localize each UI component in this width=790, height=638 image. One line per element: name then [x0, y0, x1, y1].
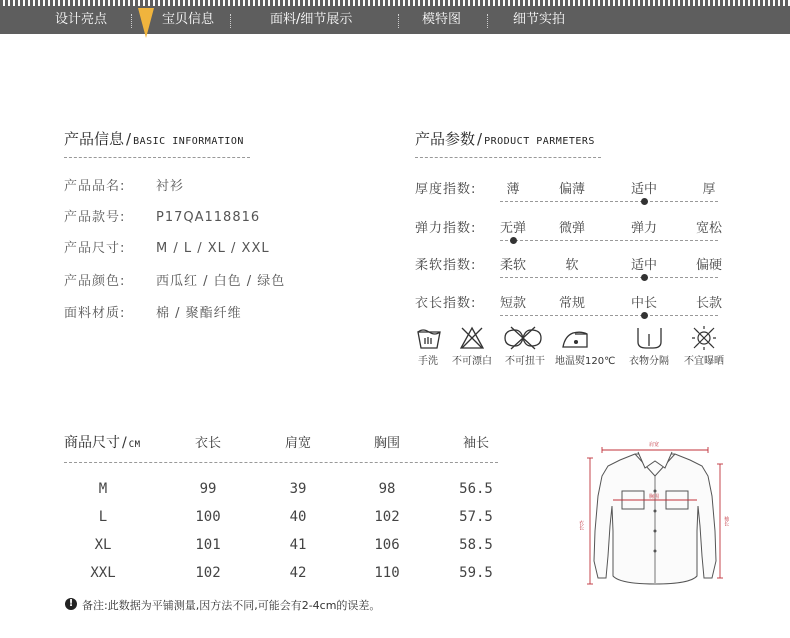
info-value: 棉 / 聚酯纤维	[156, 306, 242, 321]
info-row-material	[64, 302, 242, 321]
size-table-cell: 56.5	[459, 481, 493, 497]
param-scale-track	[500, 201, 718, 202]
param-option: 微弹	[558, 221, 585, 236]
hand-wash-icon	[418, 330, 440, 348]
nav-item-product-info[interactable]: 宝贝信息	[162, 12, 215, 27]
size-table-cell: 57.5	[459, 509, 493, 525]
diagram-label-chest: 胸围	[649, 494, 660, 500]
param-option: 柔软	[499, 258, 526, 273]
size-col-header-sleeve: 袖长	[462, 436, 489, 451]
nav-separator	[230, 14, 231, 28]
nav-item-design-highlights[interactable]: 设计亮点	[55, 12, 108, 27]
param-option: 弹力	[630, 221, 657, 236]
param-label: 弹力指数:	[415, 221, 477, 236]
param-label: 衣长指数:	[415, 296, 477, 311]
size-table-heading: 商品尺寸 / CM	[64, 435, 141, 451]
nav-item-fabric-details[interactable]: 面料/细节展示	[270, 12, 353, 27]
size-table-divider	[64, 462, 498, 463]
params-heading: 产品参数 / PRODUCT PARMETERS	[415, 130, 595, 148]
size-table-cell: 99	[199, 481, 217, 497]
nav-item-detail-photos[interactable]: 细节实拍	[513, 12, 566, 27]
no-sun-dry-icon	[692, 326, 716, 350]
param-scale-track	[500, 315, 718, 316]
param-option: 适中	[630, 182, 657, 197]
param-scale-track	[500, 277, 718, 278]
nav-separator	[398, 14, 399, 28]
size-table-cell: 39	[289, 481, 307, 497]
param-option: 软	[565, 258, 579, 273]
info-label: 产品款号:	[64, 210, 126, 225]
size-table-cell: 106	[374, 537, 400, 553]
info-value: 衬衫	[156, 179, 185, 194]
no-wring-icon	[505, 327, 541, 349]
param-option: 偏硬	[695, 258, 722, 273]
size-col-header-chest: 胸围	[373, 436, 400, 451]
product-info-heading: 产品信息 / BASIC INFORMATION	[64, 130, 244, 148]
size-row-label: M	[98, 481, 108, 497]
params-title: 产品参数	[415, 130, 476, 148]
param-option: 厚	[702, 182, 716, 197]
info-label: 面料材质:	[64, 306, 126, 321]
diagram-label-length: 衣长	[578, 520, 584, 530]
diagram-label-shoulder: 肩宽	[649, 442, 660, 448]
param-scale-track	[500, 240, 718, 241]
nav-separator	[487, 14, 488, 28]
size-table-note: 备注:此数据为平铺测量,因方法不同,可能会有2-4cm的误差。	[82, 599, 381, 612]
size-table-unit: CM	[128, 440, 141, 450]
info-label: 产品尺寸:	[64, 241, 126, 256]
param-option: 无弹	[499, 221, 526, 236]
info-label: 产品品名:	[64, 179, 126, 194]
care-caption-no-bleach: 不可漂白	[452, 356, 492, 367]
size-table-cell: 40	[289, 509, 307, 525]
param-selected-marker	[641, 198, 648, 205]
size-row-label: XXL	[90, 565, 116, 581]
param-option: 长款	[695, 296, 722, 311]
param-option: 中长	[630, 296, 657, 311]
size-table-cell: 98	[378, 481, 396, 497]
warning-icon: !	[65, 598, 77, 610]
size-table-cell: 42	[289, 565, 307, 581]
param-selected-marker	[641, 274, 648, 281]
param-option: 宽松	[695, 221, 722, 236]
wash-separately-icon	[638, 328, 661, 348]
care-icons-row	[415, 324, 735, 354]
size-table-cell: 41	[289, 537, 307, 553]
diagram-label-sleeve: 袖长	[723, 516, 729, 526]
info-row-name	[64, 175, 184, 194]
params-divider	[415, 157, 601, 158]
product-info-title: 产品信息	[64, 130, 125, 148]
size-table-cell: 102	[374, 509, 400, 525]
nav-item-model-photos[interactable]: 模特图	[422, 12, 462, 27]
care-caption-wash-separately: 衣物分隔	[629, 356, 669, 367]
care-caption-iron-low: 地温熨120℃	[555, 356, 616, 367]
param-label: 柔软指数:	[415, 258, 477, 273]
nav-separator	[131, 14, 132, 28]
size-table-cell: 101	[195, 537, 221, 553]
section-nav-bar	[0, 6, 790, 34]
param-option: 适中	[630, 258, 657, 273]
param-selected-marker	[510, 237, 517, 244]
param-selected-marker	[641, 312, 648, 319]
param-option: 薄	[506, 182, 520, 197]
size-row-label: L	[98, 509, 108, 525]
info-row-sizes	[64, 237, 270, 256]
param-option: 常规	[558, 296, 585, 311]
shirt-size-diagram	[580, 436, 730, 606]
params-title-en: PRODUCT PARMETERS	[484, 136, 595, 147]
care-icons-svg	[415, 324, 735, 354]
size-table-cell: 100	[195, 509, 221, 525]
size-table-cell: 58.5	[459, 537, 493, 553]
size-table-cell: 110	[374, 565, 400, 581]
param-option: 偏薄	[558, 182, 585, 197]
info-value: M / L / XL / XXL	[156, 241, 270, 256]
param-option: 短款	[499, 296, 526, 311]
care-caption-no-sun-dry: 不宜曝晒	[684, 356, 724, 367]
shirt-diagram-svg	[580, 436, 730, 606]
info-value: P17QA118816	[156, 210, 261, 225]
info-value: 西瓜红 / 白色 / 绿色	[156, 274, 286, 289]
iron-low-icon	[563, 332, 587, 347]
size-table-title: 商品尺寸	[64, 435, 120, 451]
size-row-label: XL	[94, 537, 112, 553]
shirt-outline-icon	[594, 452, 716, 584]
param-label: 厚度指数:	[415, 182, 477, 197]
size-table-cell: 102	[195, 565, 221, 581]
product-info-divider	[64, 157, 250, 158]
no-bleach-icon	[461, 328, 483, 348]
active-tab-arrow-icon	[138, 8, 154, 38]
size-col-header-shoulder: 肩宽	[284, 436, 311, 451]
size-col-header-length: 衣长	[194, 436, 221, 451]
info-row-colors	[64, 270, 285, 289]
product-info-title-en: BASIC INFORMATION	[133, 136, 244, 147]
size-table-cell: 59.5	[459, 565, 493, 581]
care-caption-no-wring: 不可扭干	[505, 356, 545, 367]
info-row-style-number	[64, 206, 260, 225]
info-label: 产品颜色:	[64, 274, 126, 289]
care-caption-hand-wash: 手洗	[418, 356, 438, 367]
